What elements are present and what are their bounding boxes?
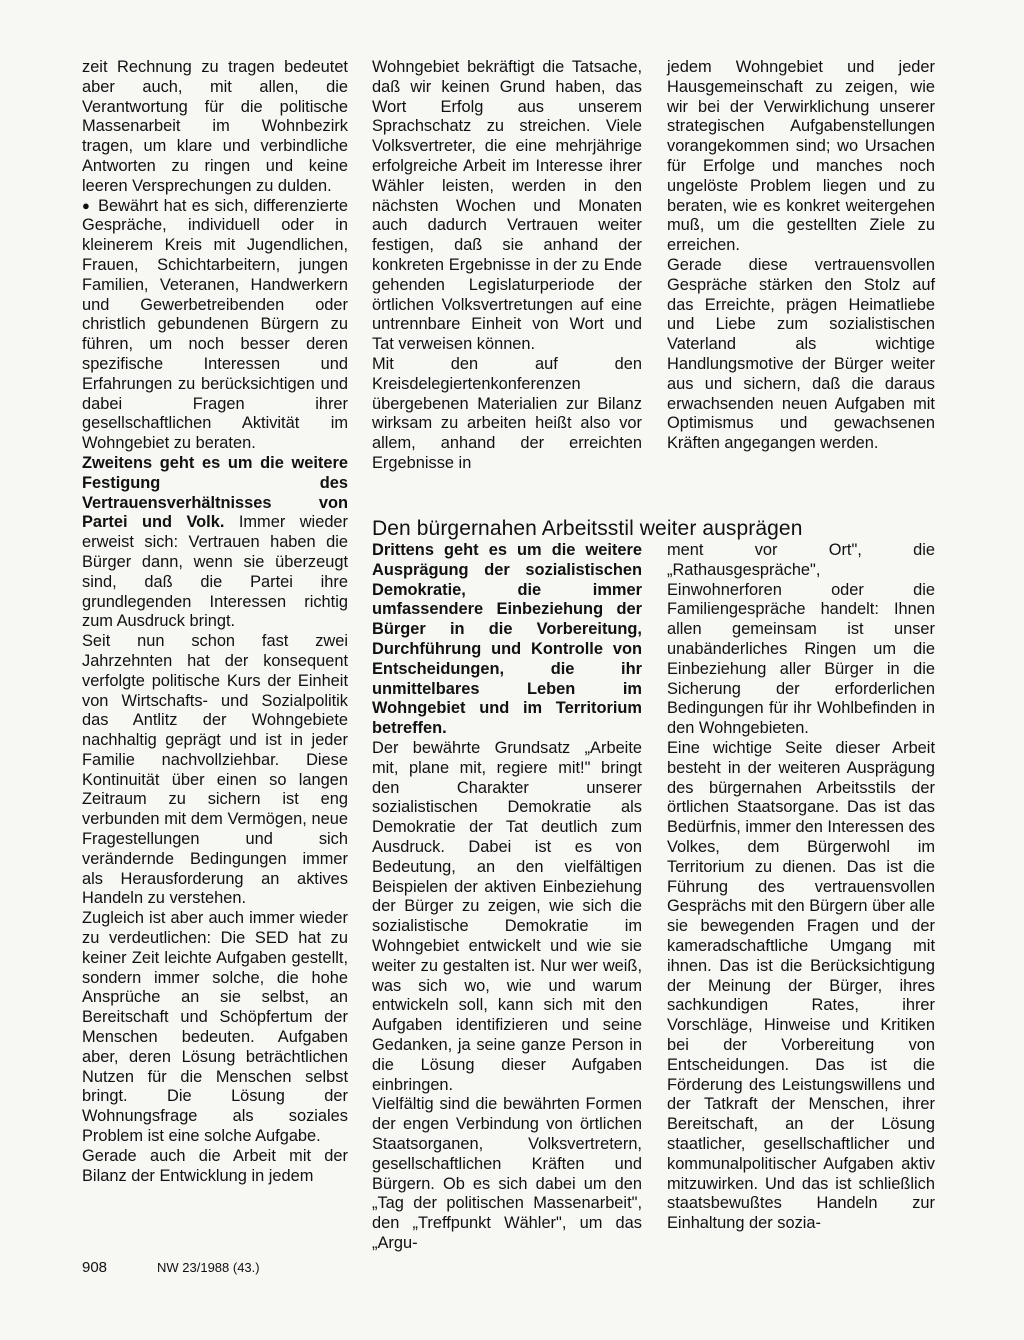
section-heading: Den bürgernahen Arbeitsstil weiter ausprägen [372,517,803,541]
paragraph: Seit nun schon fast zwei Jahrzehnten hat der konsequent verfolgte politische Kurs der Einheit von Wirtschafts- und Sozialpolitik das Antlitz der Wohngebiete nachhaltig geprägt und ist in jeder Familie nachvollziehbar. Diese Kontinuität über einen so langen Zeitraum zu sichern ist eng verbunden mit dem Vermögen, neue Fragestellungen und sich verändernde Bedingungen immer als Herausforderung an aktives Handeln zu verstehen. [82,632,348,908]
paragraph: Eine wichtige Seite dieser Arbeit besteht in der weiteren Ausprägung des bürgernahen Arbeitsstils der örtlichen Staatsorgane. Das ist das Bedürfnis, immer den Interessen des Volkes, dem Bürgerwohl im Territorium zu dienen. Das ist die Führung des vertrauensvollen Gesprächs mit den Bürgern über alle sie bewegenden Fragen und der kameradschaftliche Umgang mit ihnen. Das ist die Berücksichtigung der Meinung der Bürger, ihres sachkundigen Rates, ihrer Vorschläge, Hinweise und Kritiken bei der Vorbereitung von Entscheidungen. Das ist die Förderung des Leistungswillens und der Tatkraft der Menschen, ihrer Bereitschaft, an der Lösung staatlicher, gesellschaftlicher und kommunalpolitischer Aufgaben aktiv mitzuwirken. Und das ist schließlich staatsbewußtes Handeln zur Einhaltung der sozia- [667,738,935,1233]
text-column-4 [372,541,642,1254]
paragraph: Mit den auf den Kreisdelegiertenkonferenzen übergebenen Materialien zur Bilanz wirksam zu arbeiten heißt also vor allem, anhand der erreichten Ergebnisse in [372,354,642,472]
text-column-3 [667,58,935,454]
bullet-paragraph [82,197,348,454]
bullet-icon: ● [82,197,91,213]
paragraph: zeit Rechnung zu tragen bedeutet aber auch, mit allen, die Verantwortung für die politische Massenarbeit im Wohnbezirk tragen, um klare und verbindliche Antworten zu ringen und keine leeren Versprechungen zu dulden. [82,58,348,195]
paragraph-text: Immer wieder erweist sich: Vertrauen haben die Bürger dann, wenn sie überzeugt sind, daß die Partei ihre grundlegenden Interessen richtig zum Ausdruck bringt. [82,513,349,631]
text-column-5 [667,541,935,1234]
paragraph: Gerade auch die Arbeit mit der Bilanz der Entwicklung in jedem [82,1146,348,1185]
paragraph [82,454,348,632]
text-column-2 [372,58,642,474]
paragraph: Wohngebiet bekräftigt die Tatsache, daß wir keinen Grund haben, das Wort Erfolg aus unserem Sprachschatz zu streichen. Viele Volksvertreter, die eine mehrjährige erfolgreiche Arbeit im Interesse ihrer Wähler leisten, werden in den nächsten Wochen und Monaten auch dadurch Vertrauen weiter festigen, daß sie anhand der konkreten Ergebnisse in der zu Ende gehenden Legislaturperiode der örtlichen Volksvertretungen auf eine untrennbare Einheit von Wort und Tat verweisen können. [372,58,642,354]
issue-reference: NW 23/1988 (43.) [157,1260,260,1275]
paragraph-text: Bewährt hat es sich, differenzierte Gespräche, individuell oder in kleinerem Kreis mit Jugendlichen, Frauen, Schichtarbeitern, jungen Familien, Veteranen, Handwerkern und Gewerbetreibenden oder christlich gebundenen Bürgern zu führen, um noch besser deren spezifische Interessen und Erfahrungen zu berücksichtigen und dabei Fragen ihrer gesellschaftlichen Aktivität im Wohngebiet zu beraten. [82,196,348,453]
paragraph: jedem Wohngebiet und jeder Hausgemeinschaft zu zeigen, wie wir bei der Verwirklichung unserer strategischen Aufgabenstellungen vorangekommen sind; wo Ursachen für Erfolge und manches noch ungelöste Problem liegen und zu beraten, wie es konkret weitergehen muß, um die gestellten Ziele zu erreichen. [667,58,935,255]
paragraph: Vielfältig sind die bewährten Formen der engen Verbindung von örtlichen Staatsorganen, Volksvertretern, gesellschaftlichen Kräften und Bürgern. Ob es sich dabei um den „Tag der politischen Massenarbeit", den „Treffpunkt Wähler", um das „Argu- [372,1095,642,1252]
page-number: 908 [82,1259,108,1276]
paragraph: Zugleich ist aber auch immer wieder zu verdeutlichen: Die SED hat zu keiner Zeit leichte Aufgaben gestellt, sondern immer solche, die hohe Ansprüche an sie selbst, an Bereitschaft und Schöpfertum der Menschen bedeuten. Aufgaben aber, deren Lösung beträchtlichen Nutzen für die Menschen selbst bringt. Die Lösung der Wohnungsfrage als soziales Problem ist eine solche Aufgabe. [82,909,348,1146]
paragraph: ment vor Ort", die „Rathausgespräche", Einwohnerforen oder die Familiengespräche handelt: Ihnen allen gemeinsam ist unser unabänderliches Ringen um die Einbeziehung aller Bürger in die Sicherung der erforderlichen Bedingungen für ihr Wohlbefinden in den Wohngebieten. [667,541,935,738]
lead-paragraph: Drittens geht es um die weitere Ausprägung der sozialistischen Demokratie, die immer umfassendere Einbeziehung der Bürger in die Vorbereitung, Durchführung und Kontrolle von Entscheidungen, die ihr unmittelbares Leben im Wohngebiet und im Territorium betreffen. [372,541,642,738]
emphasis-text: Zweitens geht es um die weitere Festigung des Vertrauensverhältnisses von Partei und Volk. [82,453,348,532]
paragraph: Gerade diese vertrauensvollen Gespräche stärken den Stolz auf das Erreichte, prägen Heimatliebe und Liebe zum sozialistischen Vaterland als wichtige Handlungsmotive der Bürger weiter aus und sichern, daß die daraus erwachsenden neuen Aufgaben mit Optimismus und gewachsenen Kräften angegangen werden. [667,255,935,453]
text-column-1 [82,58,348,1186]
paragraph: Der bewährte Grundsatz „Arbeite mit, plane mit, regiere mit!" bringt den Charakter unserer sozialistischen Demokratie als Demokratie der Tat deutlich zum Ausdruck. Dabei ist es von Bedeutung, an den vielfältigen Beispielen der aktiven Einbeziehung der Bürger zu zeigen, wie sich die sozialistische Demokratie im Wohngebiet entwickelt und wie sie weiter zu gestalten ist. Nur wer weiß, was sich wo, wie und warum entwickeln soll, kann sich mit den Aufgaben identifizieren und seine Gedanken, ja seine ganze Person in die Lösung dieser Aufgaben einbringen. [372,738,642,1094]
